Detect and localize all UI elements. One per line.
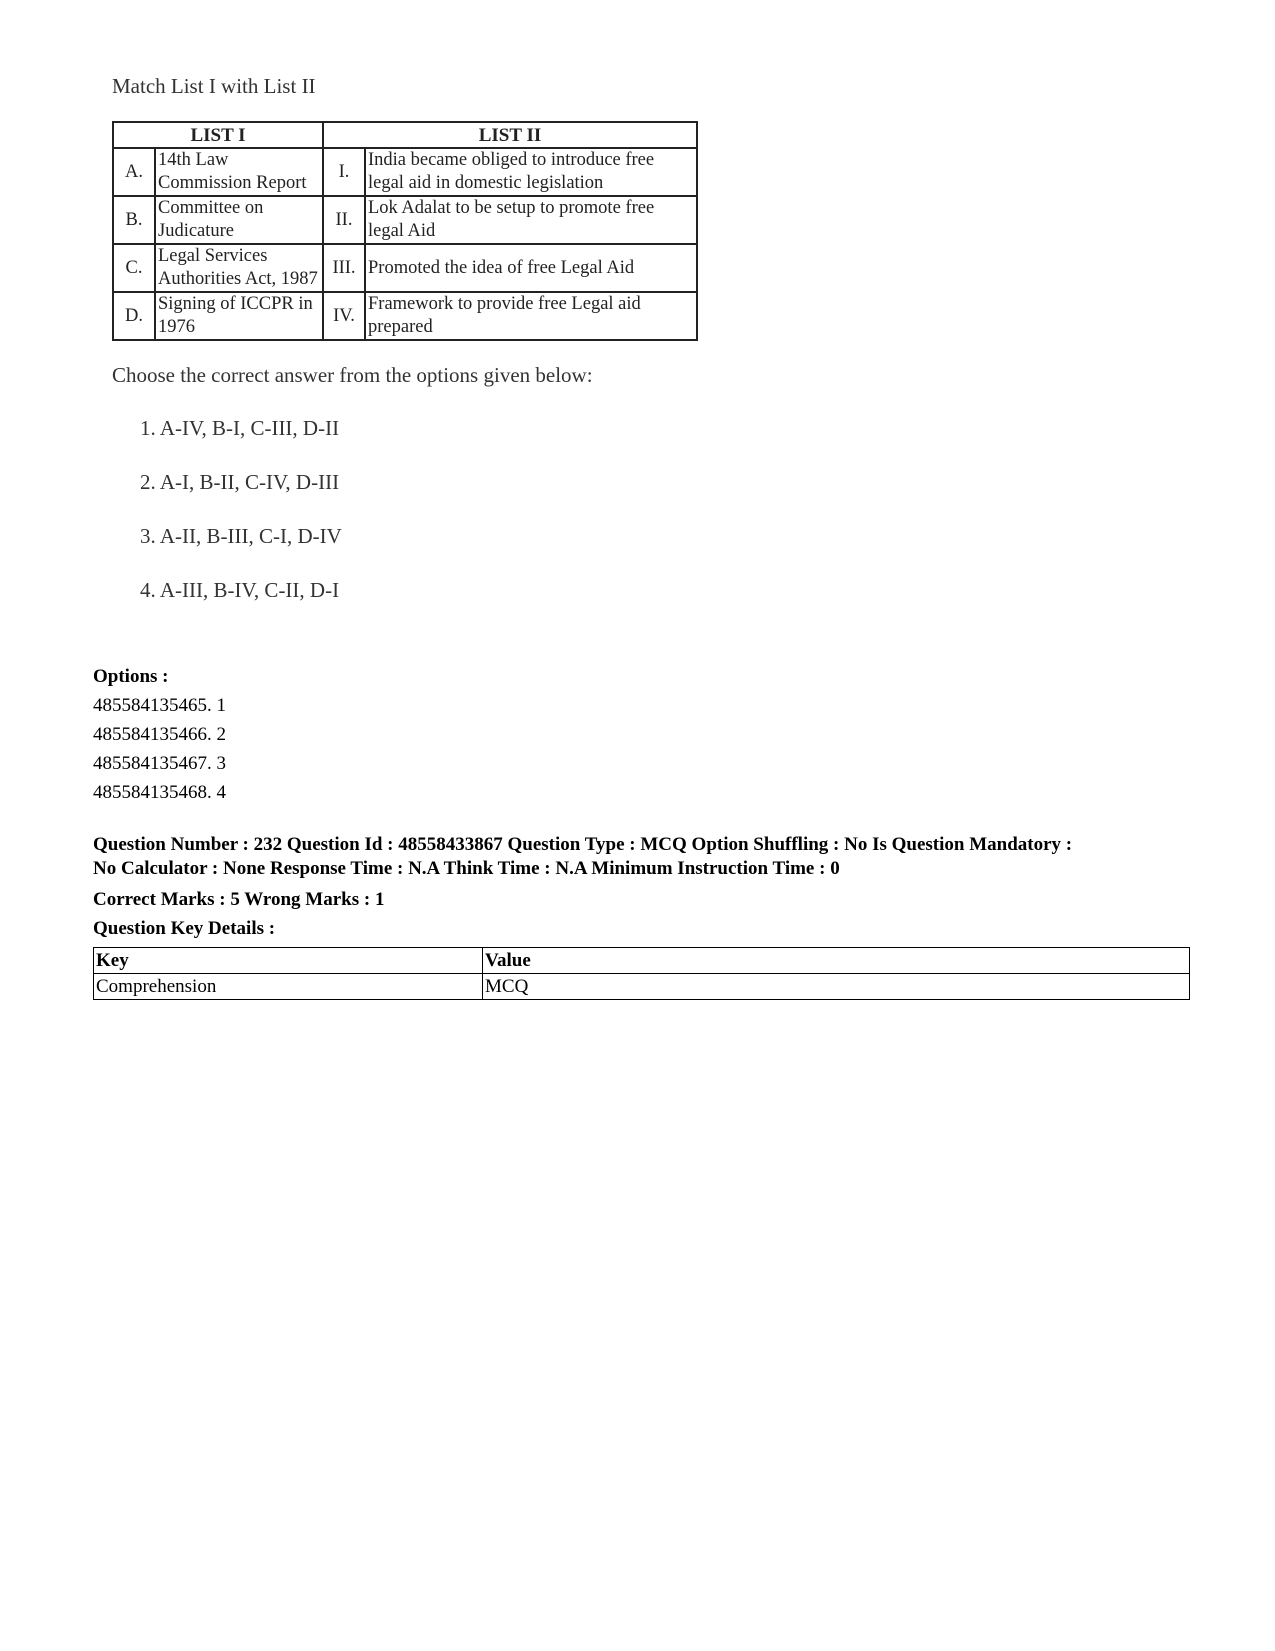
list-two-item: Lok Adalat to be setup to promote free legal Aid xyxy=(365,196,697,244)
list-one-item: 14th Law Commission Report xyxy=(155,148,323,196)
table-row xyxy=(113,292,697,340)
answer-option: 4. A-III, B-IV, C-II, D-I xyxy=(140,578,340,602)
key-details-table xyxy=(93,947,1190,1000)
answer-option: 2. A-I, B-II, C-IV, D-III xyxy=(140,470,340,494)
table-row xyxy=(113,148,697,196)
table-row xyxy=(94,974,1190,1000)
meta-line-one: Question Number : 232 Question Id : 48558433867 Question Type : MCQ Option Shuffling : No Is Question Mandatory : xyxy=(93,834,1073,855)
key-cell: Comprehension xyxy=(94,974,483,1000)
answer-option: 1. A-IV, B-I, C-III, D-II xyxy=(140,416,340,440)
list-one-item: Signing of ICCPR in 1976 xyxy=(155,292,323,340)
value-header: Value xyxy=(483,948,1190,974)
row-roman: II. xyxy=(323,196,365,244)
list-one-item: Legal Services Authorities Act, 1987 xyxy=(155,244,323,292)
row-letter: A. xyxy=(113,148,155,196)
choose-instruction: Choose the correct answer from the options given below: xyxy=(112,363,593,387)
row-letter: D. xyxy=(113,292,155,340)
option-id: 485584135466. 2 xyxy=(93,724,226,745)
row-roman: III. xyxy=(323,244,365,292)
option-id: 485584135467. 3 xyxy=(93,753,226,774)
match-table xyxy=(112,121,698,341)
key-table-header xyxy=(94,948,1190,974)
key-details-label: Question Key Details : xyxy=(93,918,276,939)
option-id: 485584135468. 4 xyxy=(93,782,226,803)
answer-option: 3. A-II, B-III, C-I, D-IV xyxy=(140,524,342,548)
list-two-item: India became obliged to introduce free legal aid in domestic legislation xyxy=(365,148,697,196)
list-two-item: Promoted the idea of free Legal Aid xyxy=(365,244,697,292)
key-header: Key xyxy=(94,948,483,974)
options-label: Options : xyxy=(93,666,169,687)
row-roman: I. xyxy=(323,148,365,196)
question-meta xyxy=(93,833,1193,881)
row-letter: C. xyxy=(113,244,155,292)
row-roman: IV. xyxy=(323,292,365,340)
table-row xyxy=(113,196,697,244)
list-one-header: LIST I xyxy=(113,122,323,148)
marks-line: Correct Marks : 5 Wrong Marks : 1 xyxy=(93,889,385,910)
meta-line-two: No Calculator : None Response Time : N.A Think Time : N.A Minimum Instruction Time : 0 xyxy=(93,858,840,879)
list-two-header: LIST II xyxy=(323,122,697,148)
answer-list xyxy=(140,416,700,602)
option-id: 485584135465. 1 xyxy=(93,695,226,716)
list-two-item: Framework to provide free Legal aid prepared xyxy=(365,292,697,340)
question-prompt: Match List I with List II xyxy=(112,74,316,98)
match-table-header xyxy=(113,122,697,148)
question-details xyxy=(93,662,1193,1000)
question-image xyxy=(100,60,700,632)
list-one-item: Committee on Judicature xyxy=(155,196,323,244)
row-letter: B. xyxy=(113,196,155,244)
value-cell: MCQ xyxy=(483,974,1190,1000)
table-row xyxy=(113,244,697,292)
